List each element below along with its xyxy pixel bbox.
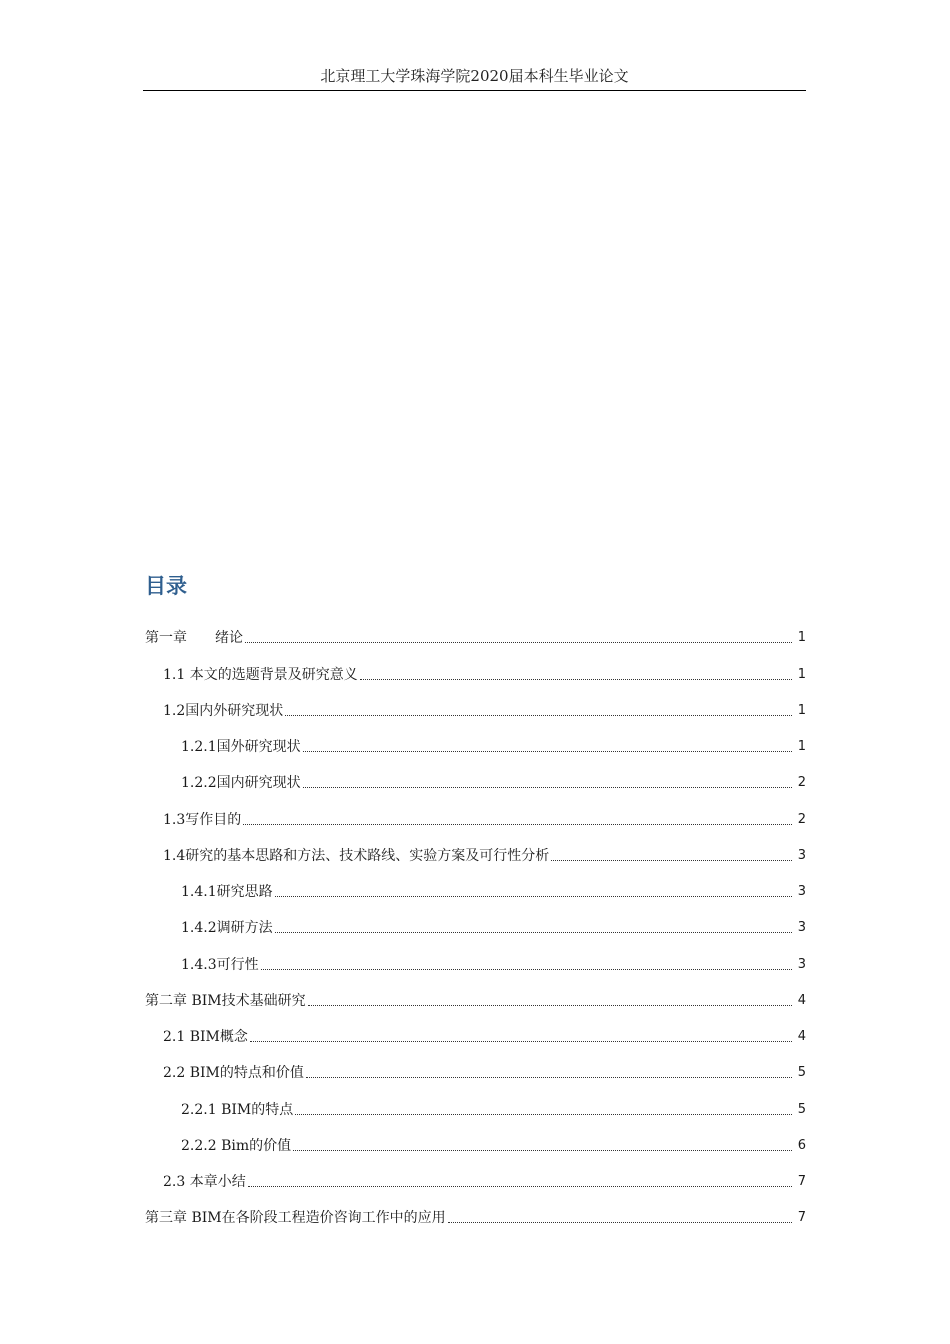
toc-entry-page-number: 1 [797,702,806,718]
toc-entry-label: 1.1 本文的选题背景及研究意义 [163,666,358,683]
toc-entry[interactable] [145,757,806,793]
toc-entry-label: 1.4.1研究思路 [181,884,273,900]
toc-dot-leader [306,1077,792,1078]
toc-dot-leader [551,860,792,861]
toc-heading: 目录 [145,574,187,598]
toc-entry-label: 2.1 BIM概念 [163,1029,248,1045]
toc-entry-page-number: 1 [797,630,806,646]
toc-entry[interactable] [145,1083,806,1119]
toc-entry-page-number: 7 [797,1210,806,1226]
toc-dot-leader [248,1186,792,1187]
toc-entry[interactable] [145,1192,806,1228]
toc-entry-label: 2.2 BIM的特点和价值 [163,1065,304,1082]
toc-dot-leader [261,969,792,970]
toc-entry[interactable] [145,938,806,974]
toc-entry-page-number: 6 [797,1137,806,1153]
toc-entry[interactable] [145,612,806,648]
page-header [143,64,806,91]
toc-dot-leader [285,715,792,716]
toc-entry-label: 2.2.2 Bim的价值 [181,1137,292,1154]
toc-dot-leader [295,1114,792,1115]
toc-entry-page-number: 3 [797,956,806,972]
toc-dot-leader [250,1041,792,1042]
toc-entry-page-number: 2 [797,811,806,827]
toc-entry-label: 1.2国内外研究现状 [163,702,284,719]
toc-entry-label: 第一章 绪论 [145,630,243,647]
toc-entry-page-number: 1 [797,739,806,754]
toc-dot-leader [275,896,792,897]
toc-entry-label: 1.4研究的基本思路和方法、技术路线、实验方案及可行性分析 [163,847,550,864]
toc-entry[interactable] [145,685,806,721]
toc-entry[interactable] [145,793,806,829]
toc-entry[interactable] [145,866,806,902]
toc-entry-page-number: 4 [797,992,806,1008]
header-title: 北京理工大学珠海学院2020届本科生毕业论文 [320,67,629,85]
toc-entry-label: 1.2.1国外研究现状 [181,739,301,755]
toc-entry-label: 1.3写作目的 [163,811,242,828]
toc-entry-label: 1.2.2国内研究现状 [181,775,301,792]
toc-entry-label: 第三章 BIM在各阶段工程造价咨询工作中的应用 [145,1210,446,1227]
toc-entry-label: 1.4.2调研方法 [181,920,273,937]
toc-entry[interactable] [145,830,806,866]
toc-dot-leader [303,751,792,752]
toc-entry[interactable] [145,1047,806,1083]
toc-entry-label: 2.2.1 BIM的特点 [181,1101,294,1118]
toc-dot-leader [275,932,792,933]
toc-dot-leader [303,787,792,788]
toc-entry-page-number: 3 [797,847,806,863]
toc-entry-label: 2.3 本章小结 [163,1174,246,1190]
toc-dot-leader [448,1222,792,1223]
toc-dot-leader [245,642,792,643]
toc-entry-label: 1.4.3可行性 [181,956,259,973]
toc-entry-page-number: 7 [797,1174,806,1189]
table-of-contents [145,612,806,1228]
toc-entry-page-number: 5 [797,1101,806,1117]
toc-entry[interactable] [145,721,806,757]
toc-entry-page-number: 2 [797,775,806,791]
toc-entry[interactable] [145,648,806,684]
toc-entry-page-number: 3 [797,920,806,936]
toc-entry-page-number: 5 [797,1065,806,1081]
toc-entry-page-number: 3 [797,884,806,899]
toc-entry[interactable] [145,975,806,1011]
toc-entry-page-number: 1 [797,666,806,682]
toc-entry[interactable] [145,1011,806,1047]
toc-entry[interactable] [145,902,806,938]
toc-dot-leader [360,679,792,680]
toc-dot-leader [293,1150,792,1151]
toc-entry[interactable] [145,1156,806,1192]
toc-entry[interactable] [145,1120,806,1156]
toc-dot-leader [308,1005,792,1006]
toc-entry-label: 第二章 BIM技术基础研究 [145,992,306,1009]
toc-entry-page-number: 4 [797,1029,806,1044]
toc-dot-leader [243,824,792,825]
